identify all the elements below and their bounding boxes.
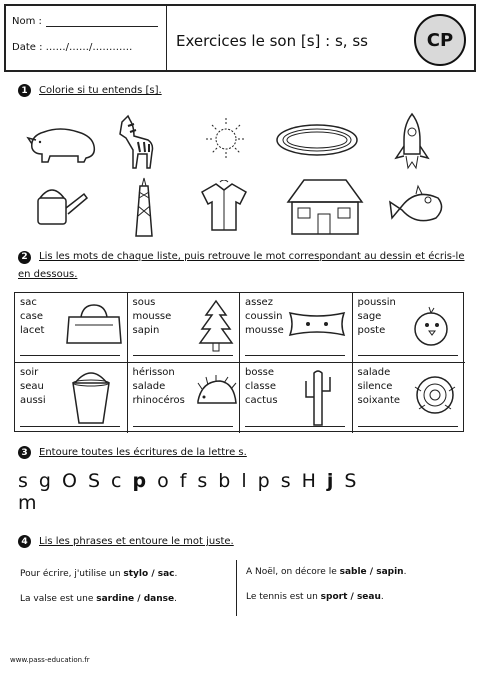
fir-tree-picture (198, 299, 234, 353)
answer-line[interactable] (20, 355, 120, 356)
tower-picture[interactable] (126, 176, 162, 238)
letter-sequence (18, 470, 367, 514)
sentence-text: Pour écrire, j'utilise un (20, 569, 124, 579)
bag-picture (63, 303, 125, 347)
word: salade (132, 381, 166, 392)
level-badge: CP (414, 14, 466, 66)
bucket-picture (69, 367, 113, 427)
sentence-text: . (174, 569, 178, 579)
word: aussi (20, 395, 46, 406)
sentence (246, 567, 406, 577)
footer-url[interactable]: www.pass-education.fr (10, 656, 90, 664)
word-list (245, 296, 284, 338)
section-instruction: Lis les phrases et entoure le mot juste. (39, 536, 234, 547)
letter[interactable]: l (241, 470, 247, 492)
cushion-picture (286, 307, 348, 341)
word: lacet (20, 325, 45, 336)
word: poussin (357, 297, 396, 308)
word-list (245, 366, 278, 408)
letter[interactable]: c (111, 470, 122, 492)
section-2-heading (18, 248, 466, 284)
letter[interactable]: p (132, 470, 147, 492)
word-choice[interactable]: sable / sapin (339, 567, 404, 577)
word: classe (245, 381, 276, 392)
answer-line[interactable] (358, 426, 458, 427)
word: seau (20, 381, 44, 392)
word: rhinocéros (132, 395, 185, 406)
sun-picture[interactable] (204, 116, 248, 162)
cactus-picture (300, 367, 336, 427)
word: coussin (245, 311, 283, 322)
letter[interactable]: b (218, 470, 231, 492)
ring-picture[interactable] (274, 122, 360, 158)
letter[interactable]: j (326, 470, 334, 492)
word-choice[interactable]: sardine / danse (96, 594, 175, 604)
word: poste (357, 325, 386, 336)
letter[interactable]: H (301, 470, 316, 492)
letter[interactable]: s (197, 470, 208, 492)
letter[interactable]: O (61, 470, 77, 492)
word: mousse (132, 311, 172, 322)
date-label: Date : ……/……/………… (12, 42, 133, 53)
word-list (133, 296, 172, 338)
section-number: 3 (18, 446, 31, 459)
word-cell-chick (353, 293, 466, 363)
word-cell-cushion (240, 293, 353, 363)
house-picture[interactable] (284, 176, 366, 236)
letter[interactable]: g (38, 470, 51, 492)
word: sac (20, 297, 37, 308)
sentence-text: Le tennis est un (246, 592, 321, 602)
section-3-heading (18, 446, 247, 459)
word: soir (20, 367, 39, 378)
word: case (20, 311, 43, 322)
letter[interactable]: p (257, 470, 270, 492)
section-number: 4 (18, 535, 31, 548)
section-number: 1 (18, 84, 31, 97)
word: hérisson (132, 367, 175, 378)
header-divider (166, 6, 167, 70)
word-cell-bag (15, 293, 128, 363)
rose-picture (411, 373, 459, 417)
letter[interactable]: f (179, 470, 187, 492)
letter[interactable]: S (344, 470, 357, 492)
word: silence (357, 381, 393, 392)
word: soixante (357, 395, 401, 406)
sentence-text: . (380, 592, 384, 602)
letter[interactable]: S (87, 470, 100, 492)
answer-line[interactable] (133, 426, 233, 427)
word-cell-fir-tree (128, 293, 241, 363)
word-list (358, 296, 396, 338)
page-title: Exercices le son [s] : s, ss (176, 32, 368, 50)
rhinoceros-picture[interactable] (26, 122, 98, 164)
rocket-picture[interactable] (390, 110, 434, 172)
word-choice[interactable]: sport / seau (320, 592, 381, 602)
word: cactus (245, 395, 278, 406)
answer-line[interactable] (245, 355, 345, 356)
word: sage (357, 311, 382, 322)
answer-line[interactable] (20, 426, 120, 427)
letter[interactable]: o (157, 470, 169, 492)
section-instruction: Lis les mots de chaque liste, puis retrouve le mot correspondant au dessin et écris-le en dessous. (18, 251, 465, 280)
worksheet-header (4, 4, 476, 72)
word-list (20, 366, 46, 408)
word-cell-rose (353, 363, 466, 433)
sentence-text: La valse est une (20, 594, 97, 604)
section-instruction: Colorie si tu entends [s]. (39, 85, 162, 96)
word: salade (357, 367, 391, 378)
letter[interactable]: s (280, 470, 291, 492)
word-list (133, 366, 185, 408)
section-4-heading (18, 535, 234, 548)
word-cell-bucket (15, 363, 128, 433)
sentence-text: . (174, 594, 177, 604)
word: assez (245, 297, 273, 308)
word: sous (132, 297, 156, 308)
chick-picture (409, 305, 455, 349)
zebra-picture[interactable] (114, 112, 156, 172)
answer-line[interactable] (133, 355, 233, 356)
hedgehog-picture (194, 375, 238, 411)
section-instruction: Entoure toutes les écritures de la lettre s. (39, 447, 247, 458)
letter[interactable]: s (18, 470, 28, 492)
watering-can-picture[interactable] (30, 180, 90, 232)
section-number: 2 (18, 251, 31, 264)
fish-picture[interactable] (388, 182, 446, 232)
date-field[interactable] (12, 42, 132, 53)
sentence (246, 592, 384, 602)
sentence-text: . (403, 567, 407, 577)
word-cell-hedgehog (128, 363, 241, 433)
word-list (358, 366, 401, 408)
name-field[interactable] (12, 16, 158, 27)
name-label: Nom : (12, 16, 42, 27)
sentence (20, 594, 177, 604)
word-choice[interactable]: stylo / sac (123, 569, 175, 579)
letter[interactable]: m (18, 492, 37, 514)
word: sapin (132, 325, 160, 336)
word-cell-cactus (240, 363, 353, 433)
answer-line[interactable] (358, 355, 458, 356)
shirt-picture[interactable] (200, 180, 248, 232)
answer-line[interactable] (245, 426, 345, 427)
word: mousse (245, 325, 284, 336)
word: bosse (245, 367, 275, 378)
section-1-heading (18, 84, 162, 97)
sentence (20, 569, 177, 579)
sentence-text: A Noël, on décore le (246, 567, 340, 577)
word-list (20, 296, 44, 338)
sentence-divider (236, 560, 237, 616)
word-list-grid (14, 292, 464, 432)
